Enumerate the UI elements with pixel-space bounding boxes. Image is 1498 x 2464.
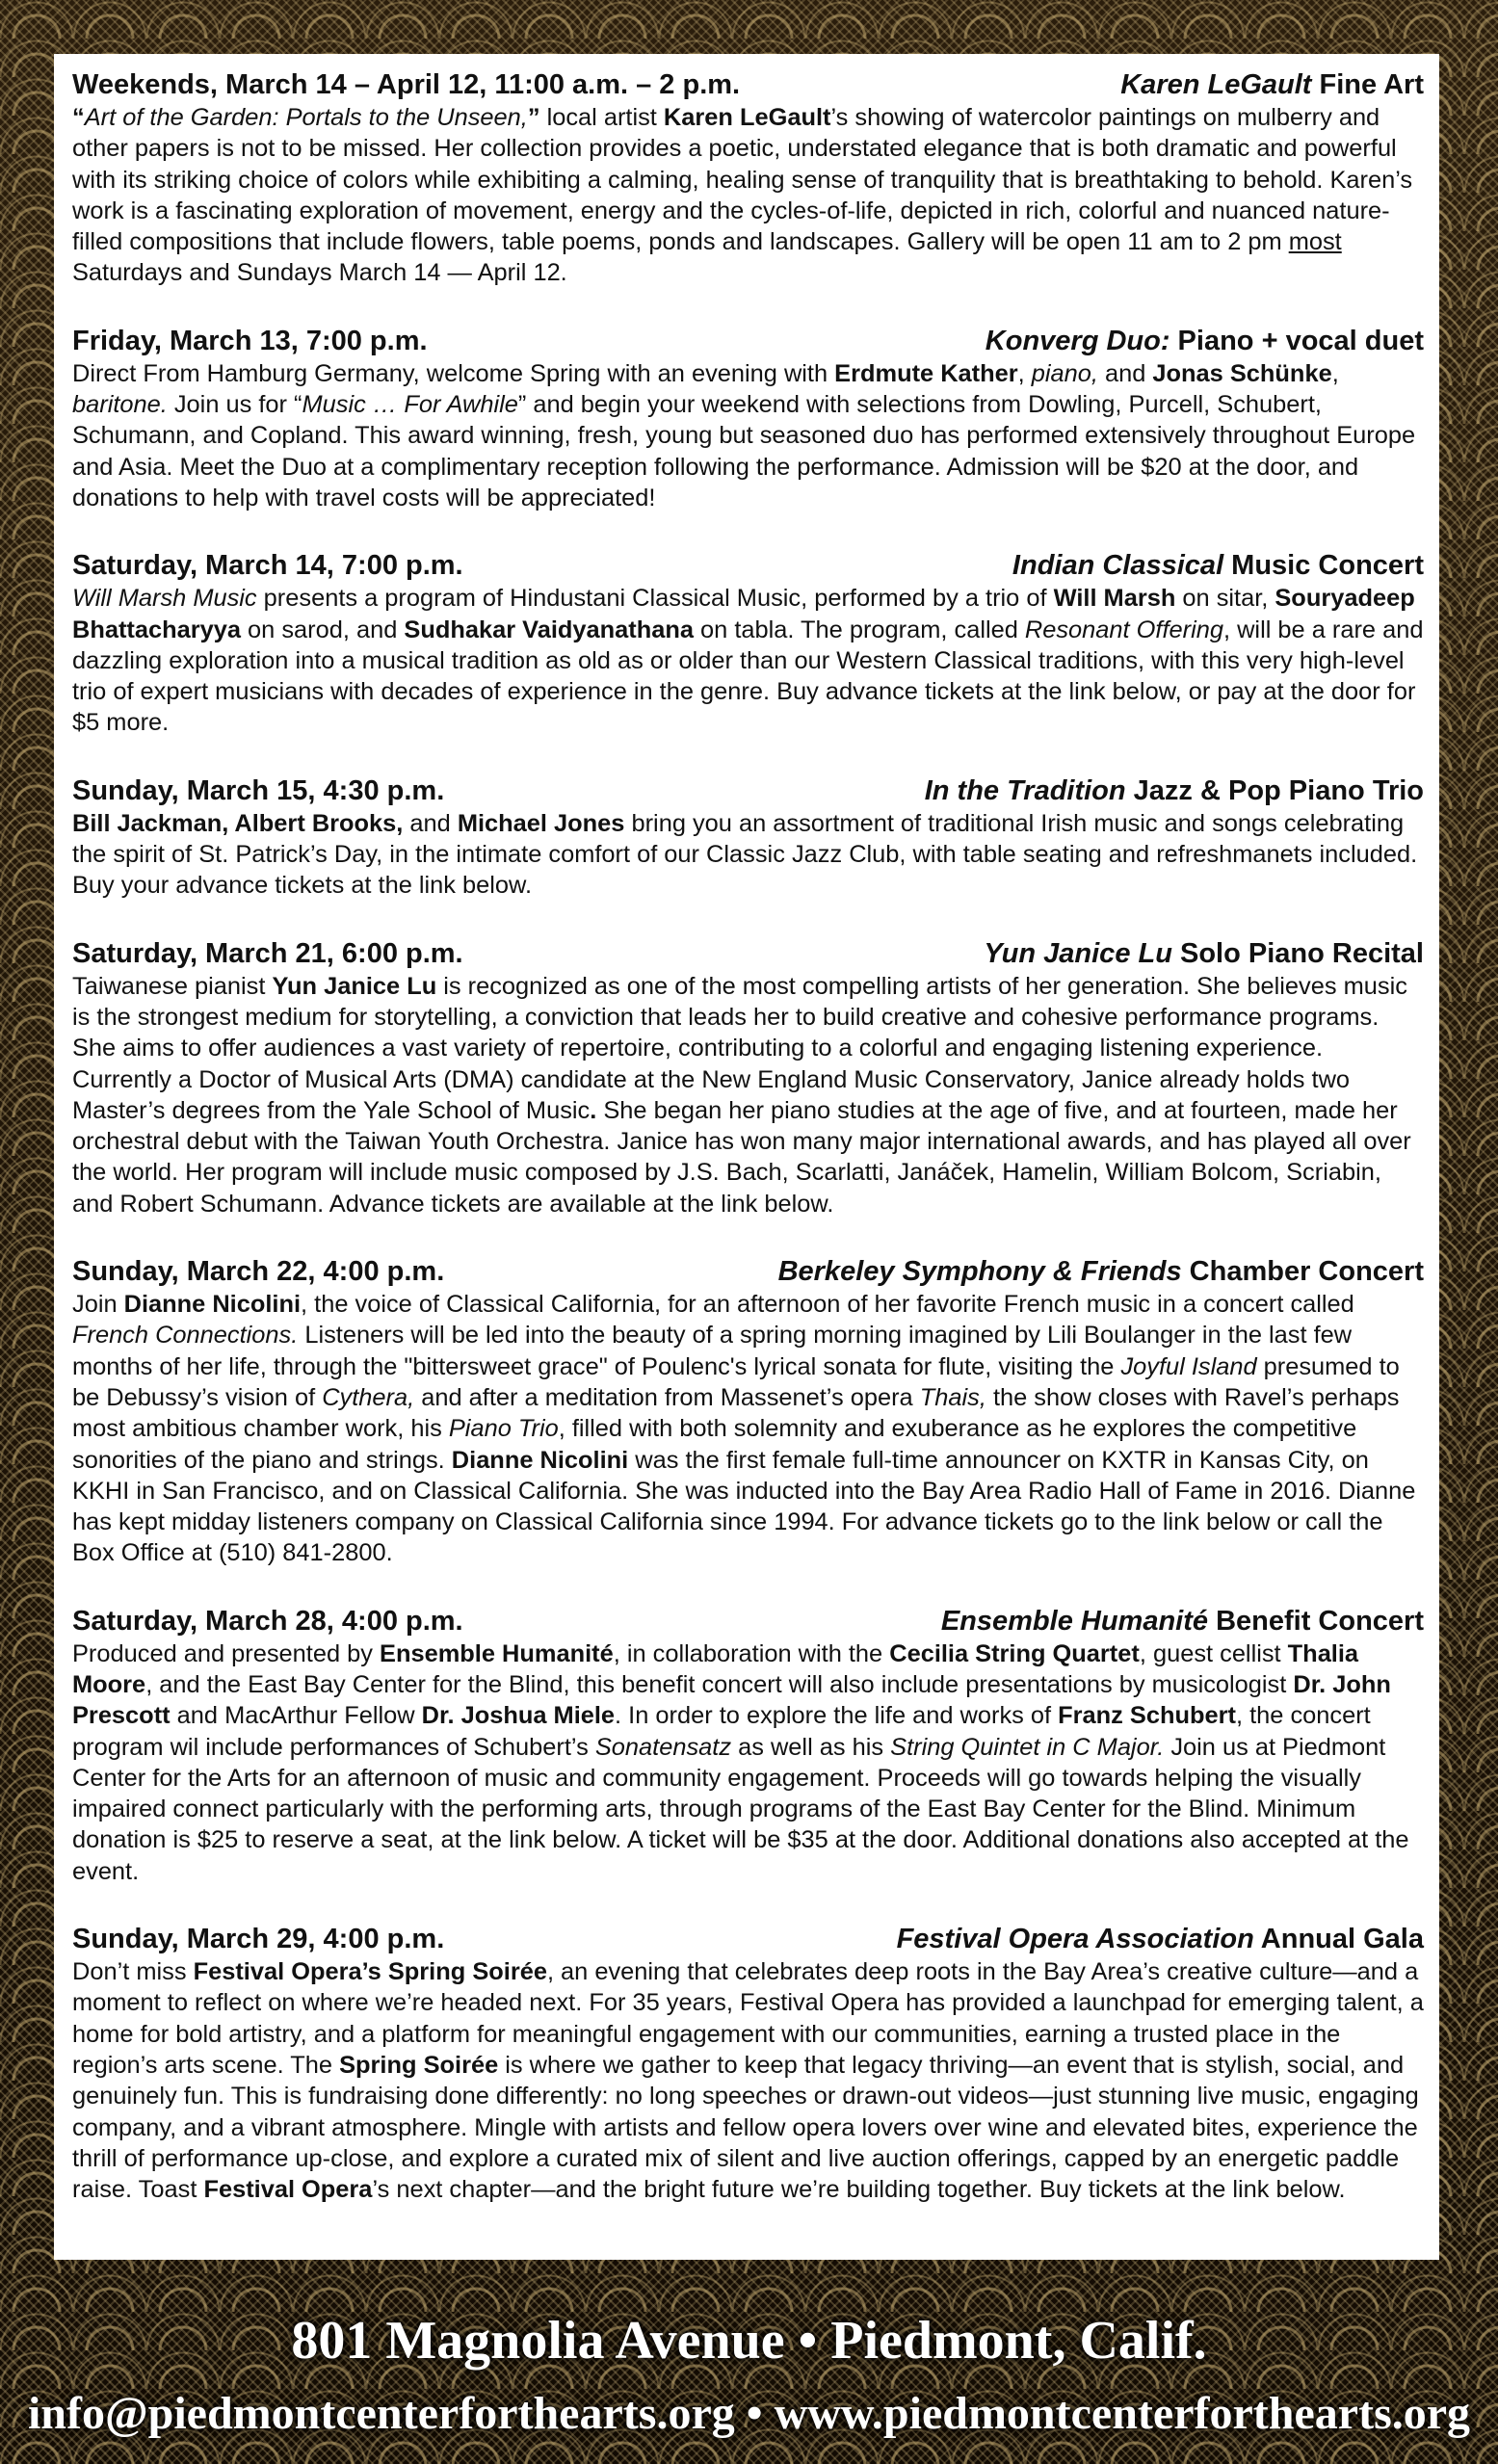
event-header xyxy=(72,67,1424,102)
text-run: piano, xyxy=(1031,359,1098,387)
text-run: French Connections. xyxy=(72,1322,299,1350)
event-date: Friday, March 13, 7:00 p.m. xyxy=(72,325,428,356)
text-run: Cecilia String Quartet xyxy=(889,1639,1140,1667)
event-description xyxy=(72,583,1424,738)
event-date: Weekends, March 14 – April 12, 11:00 a.m. – 2 p.m. xyxy=(72,69,741,100)
text-run: Franz Schubert xyxy=(1058,1702,1236,1730)
text-run: , and the East Bay Center for the Blind, this benefit concert will also include presentations by musicologist xyxy=(145,1670,1294,1698)
text-run: Join us at Piedmont Center for the Arts for an afternoon of music and community engagement. Proceeds will go towards helping the visually impaired connect particularly with the performing arts, through programs of the East Bay Center for the Blind. Minimum donation is $25 to reserve a seat, at the link below. A ticket will be $35 at the door. Additional donations also accepted at the event. xyxy=(72,1733,1409,1885)
text-run: Thalia Moore xyxy=(72,1639,1359,1698)
text-run: Festival Opera’s Spring Soirée xyxy=(193,1958,547,1986)
event-description xyxy=(72,358,1424,513)
text-run: Karen LeGault xyxy=(663,104,831,131)
text-run: , xyxy=(1017,359,1032,387)
event-title-rest: Chamber Concert xyxy=(1181,1256,1424,1288)
text-run: Taiwanese pianist xyxy=(72,972,273,1000)
text-run: as well as his xyxy=(731,1733,891,1761)
text-run: baritone. xyxy=(72,391,168,419)
event-title-rest: Music Concert xyxy=(1223,550,1424,582)
text-run: bring you an assortment of traditional Irish music and songs celebrating the spirit of St. Patrick’s Day, in the intimate comfort of our Classic Jazz Club, with table seating and refreshmanets included. Buy your advance tickets at the link below. xyxy=(72,809,1418,900)
text-run: Listeners will be led into the beauty of a spring morning imagined by Lili Boulanger in the last few months of her life, through the "bittersweet grace" of Poulenc's lyrical sonata for flute, visiting the xyxy=(72,1322,1353,1380)
text-run: Joyful Island xyxy=(1120,1352,1257,1380)
text-run: , the concert program wil include performances of Schubert’s xyxy=(72,1702,1371,1761)
text-run: , guest cellist xyxy=(1139,1639,1288,1667)
text-run: Sonatensatz xyxy=(594,1733,732,1761)
text-run: , filled with both solemnity and exuberance as he explores the competitive sonorities of the piano and strings. xyxy=(72,1415,1357,1474)
text-run: Join xyxy=(72,1291,124,1319)
event-berkeley-symphony xyxy=(72,1254,1424,1569)
event-title xyxy=(1012,548,1424,583)
event-ensemble-humanite xyxy=(72,1604,1424,1887)
event-title-italic: Ensemble Humanité xyxy=(940,1605,1209,1637)
event-title xyxy=(984,936,1424,971)
text-run: Will Marsh xyxy=(1053,585,1176,613)
text-run: , an evening that celebrates deep roots in the Bay Area’s creative culture—and a moment to reflect on where we’re headed next. For 35 years, Festival Opera has provided a launchpad for emerging talent, a home for bold artistry, and a platform for meaningful engagement with our communities, earning a trusted place in the region’s arts scene. The xyxy=(72,1958,1424,2079)
event-in-the-tradition xyxy=(72,773,1424,902)
event-title-italic: In the Tradition xyxy=(924,774,1126,806)
text-run: Piano Trio xyxy=(448,1415,559,1443)
text-run: and xyxy=(1097,359,1153,387)
text-run: Michael Jones xyxy=(457,809,625,837)
text-run: . xyxy=(590,1096,597,1124)
text-run: Bill Jackman, Albert Brooks, xyxy=(72,809,404,837)
text-run: Dr. John Prescott xyxy=(72,1670,1391,1730)
text-run: is where we gather to keep that legacy thriving—an event that is stylish, social, and genuinely fun. This is fundraising done differently: no long speeches or drawn-out videos—just stunning live music, engaging company, and a vibrant atmosphere. Mingle with artists and fellow opera lovers over wine and elevated bites, experience the thrill of performance up-close, and explore a curated mix of silent and live auction offerings, capped by an energetic paddle raise. Toast xyxy=(72,2051,1419,2204)
text-run: . In order to explore the life and works of xyxy=(615,1702,1059,1730)
event-header xyxy=(72,548,1424,583)
event-title-rest: Benefit Concert xyxy=(1208,1605,1424,1637)
text-run: , xyxy=(1331,359,1339,387)
text-run: on sitar, xyxy=(1175,585,1275,613)
text-run: on tabla. The program, called xyxy=(693,616,1025,643)
event-header xyxy=(72,324,1424,358)
text-run: presumed to be Debussy’s vision of xyxy=(72,1352,1400,1411)
text-run: and after a meditation from Massenet’s opera xyxy=(414,1383,920,1411)
text-run: Dr. Joshua Miele xyxy=(421,1702,616,1730)
event-title-rest: Annual Gala xyxy=(1253,1924,1424,1955)
event-title xyxy=(778,1254,1424,1289)
text-run: Souryadeep Bhattacharyya xyxy=(72,585,1415,643)
event-title-rest: Fine Art xyxy=(1311,69,1424,100)
text-run: She began her piano studies at the age of five, and at fourteen, made her orchestral debut with the Taiwan Youth Orchestra. Janice has won many major international awards, and has played all over the world. Her program will include music composed by J.S. Bach, Scarlatti, Janáček, Hamelin, William Bolcom, Scriabin, and Robert Schumann. Advance tickets are available at the link below. xyxy=(72,1096,1411,1218)
text-run: is recognized as one of the most compelling artists of her generation. She believes music is the strongest medium for storytelling, a conviction that leads her to build creative and cohesive performance programs. She aims to offer audiences a vast variety of repertoire, contributing to a colorful and engaging listening experience. Currently a Doctor of Musical Arts (DMA) candidate at the New England Music Conservatory, Janice already holds two Master’s degrees from the Yale School of Music xyxy=(72,972,1407,1124)
text-run: Resonant Offering xyxy=(1024,616,1223,643)
event-title-rest: Jazz & Pop Piano Trio xyxy=(1125,774,1424,806)
event-description xyxy=(72,1638,1424,1887)
event-title xyxy=(897,1922,1424,1956)
footer-address: 801 Magnolia Avenue • Piedmont, Calif. xyxy=(291,2311,1207,2371)
text-run: local artist xyxy=(539,104,664,131)
text-run: presents a program of Hindustani Classical Music, performed by a trio of xyxy=(256,585,1054,613)
event-header xyxy=(72,773,1424,808)
text-run: Will Marsh Music xyxy=(72,585,257,613)
event-header xyxy=(72,936,1424,971)
event-konverg-duo xyxy=(72,324,1424,513)
event-date: Saturday, March 21, 6:00 p.m. xyxy=(72,937,463,969)
event-title-rest: Piano + vocal duet xyxy=(1169,325,1424,356)
event-description xyxy=(72,102,1424,289)
text-run: , in collaboration with the xyxy=(613,1639,890,1667)
event-date: Sunday, March 22, 4:00 p.m. xyxy=(72,1256,445,1288)
text-run: Sudhakar Vaidyanathana xyxy=(404,616,694,643)
text-run: Yun Janice Lu xyxy=(272,972,437,1000)
event-header xyxy=(72,1254,1424,1289)
event-title xyxy=(925,773,1424,808)
text-run: , the voice of Classical California, for an afternoon of her favorite French music in a concert called xyxy=(301,1291,1354,1319)
text-run: Music … For Awhile xyxy=(302,391,518,419)
text-run: Join us for “ xyxy=(167,391,302,419)
text-run: on sarod, and xyxy=(241,616,405,643)
text-run: , will be a rare and dazzling exploration into a musical tradition as old as or older than our Western Classical traditions, with this very high-level trio of expert musicians with decades of experience in the genre. Buy advance tickets at the link below, or pay at the door for $5 more. xyxy=(72,616,1424,737)
text-run: Jonas Schünke xyxy=(1152,359,1332,387)
text-run: the show closes with Ravel’s perhaps most ambitious chamber work, his xyxy=(72,1383,1400,1443)
text-run: ’s showing of watercolor paintings on mulberry and other papers is not to be missed. Her collection provides a poetic, understated elegance that is both dramatic and powerful with its striking choice of colors while exhibiting a calming, healing sense of tranquility that is breathtaking to behold. Karen’s work is a fascinating exploration of movement, energy and the cycles-of-life, depicted in rich, colorful and nuanced nature-filled compositions that include flowers, table poems, ponds and landscapes. Gallery will be open 11 am to 2 pm xyxy=(72,104,1413,256)
text-run: and xyxy=(403,809,458,837)
event-header xyxy=(72,1604,1424,1638)
event-date: Saturday, March 28, 4:00 p.m. xyxy=(72,1605,463,1637)
event-header xyxy=(72,1922,1424,1956)
text-run: most xyxy=(1288,228,1342,256)
text-run: Erdmute Kather xyxy=(834,359,1018,387)
event-date: Saturday, March 14, 7:00 p.m. xyxy=(72,550,463,582)
text-run: Thais, xyxy=(919,1383,986,1411)
text-run: Direct From Hamburg Germany, welcome Spring with an evening with xyxy=(72,359,835,387)
event-description xyxy=(72,971,1424,1219)
event-festival-opera xyxy=(72,1922,1424,2205)
event-karen-legault xyxy=(72,67,1424,289)
text-run: ’s next chapter—and the bright future we’re building together. Buy tickets at the link below. xyxy=(372,2176,1346,2204)
text-run: Don’t miss xyxy=(72,1958,194,1986)
text-run: ” and begin your weekend with selections from Dowling, Purcell, Schubert, Schumann, and Copland. This award winning, fresh, young but seasoned duo has performed extensively throughout Europe and Asia. Meet the Duo at a complimentary reception following the performance. Admission will be $20 at the door, and donations to help with travel costs will be appreciated! xyxy=(72,391,1416,511)
event-title-italic: Berkeley Symphony & Friends xyxy=(777,1256,1182,1288)
text-run: String Quintet in C Major. xyxy=(890,1733,1165,1761)
event-title-italic: Konverg Duo: xyxy=(985,325,1170,356)
event-indian-classical xyxy=(72,548,1424,738)
event-description xyxy=(72,1956,1424,2205)
event-yun-janice-lu xyxy=(72,936,1424,1219)
event-date: Sunday, March 15, 4:30 p.m. xyxy=(72,774,445,806)
event-title xyxy=(1120,67,1424,102)
event-title-italic: Yun Janice Lu xyxy=(984,937,1172,969)
event-title-rest: Solo Piano Recital xyxy=(1171,937,1424,969)
event-title-italic: Festival Opera Association xyxy=(896,1924,1254,1955)
text-run: Spring Soirée xyxy=(339,2051,499,2079)
event-title-italic: Indian Classical xyxy=(1012,550,1224,582)
text-run: Ensemble Humanité xyxy=(380,1639,614,1667)
event-title xyxy=(941,1604,1424,1638)
text-run: was the first female full-time announcer on KXTR in Kansas City, on KKHI in San Francisco, and on Classical California. She was inducted into the Bay Area Radio Hall of Fame in 2016. Dianne has kept midday listeners company on Classical California since 1994. For advance tickets go to the link below or call the Box Office at (510) 841-2800. xyxy=(72,1446,1416,1567)
text-run: Dianne Nicolini xyxy=(123,1291,302,1319)
text-run: Art of the Garden: Portals to the Unseen, xyxy=(84,104,528,131)
footer-contact[interactable]: info@piedmontcenterforthearts.org • www.piedmontcenterforthearts.org xyxy=(27,2388,1471,2439)
event-listing-panel xyxy=(54,54,1439,2260)
text-run: and MacArthur Fellow xyxy=(170,1702,422,1730)
text-run: “ xyxy=(72,104,85,131)
text-run: Saturdays and Sundays March 14 — April 12. xyxy=(72,259,567,287)
event-description xyxy=(72,808,1424,902)
text-run: Festival Opera xyxy=(203,2176,373,2204)
event-date: Sunday, March 29, 4:00 p.m. xyxy=(72,1924,445,1955)
text-run: ” xyxy=(527,104,540,131)
text-run: Produced and presented by xyxy=(72,1639,381,1667)
event-title xyxy=(986,324,1424,358)
text-run: Cythera, xyxy=(322,1383,415,1411)
text-run: Dianne Nicolini xyxy=(451,1446,629,1474)
event-title-italic: Karen LeGault xyxy=(1120,69,1312,100)
event-description xyxy=(72,1289,1424,1569)
